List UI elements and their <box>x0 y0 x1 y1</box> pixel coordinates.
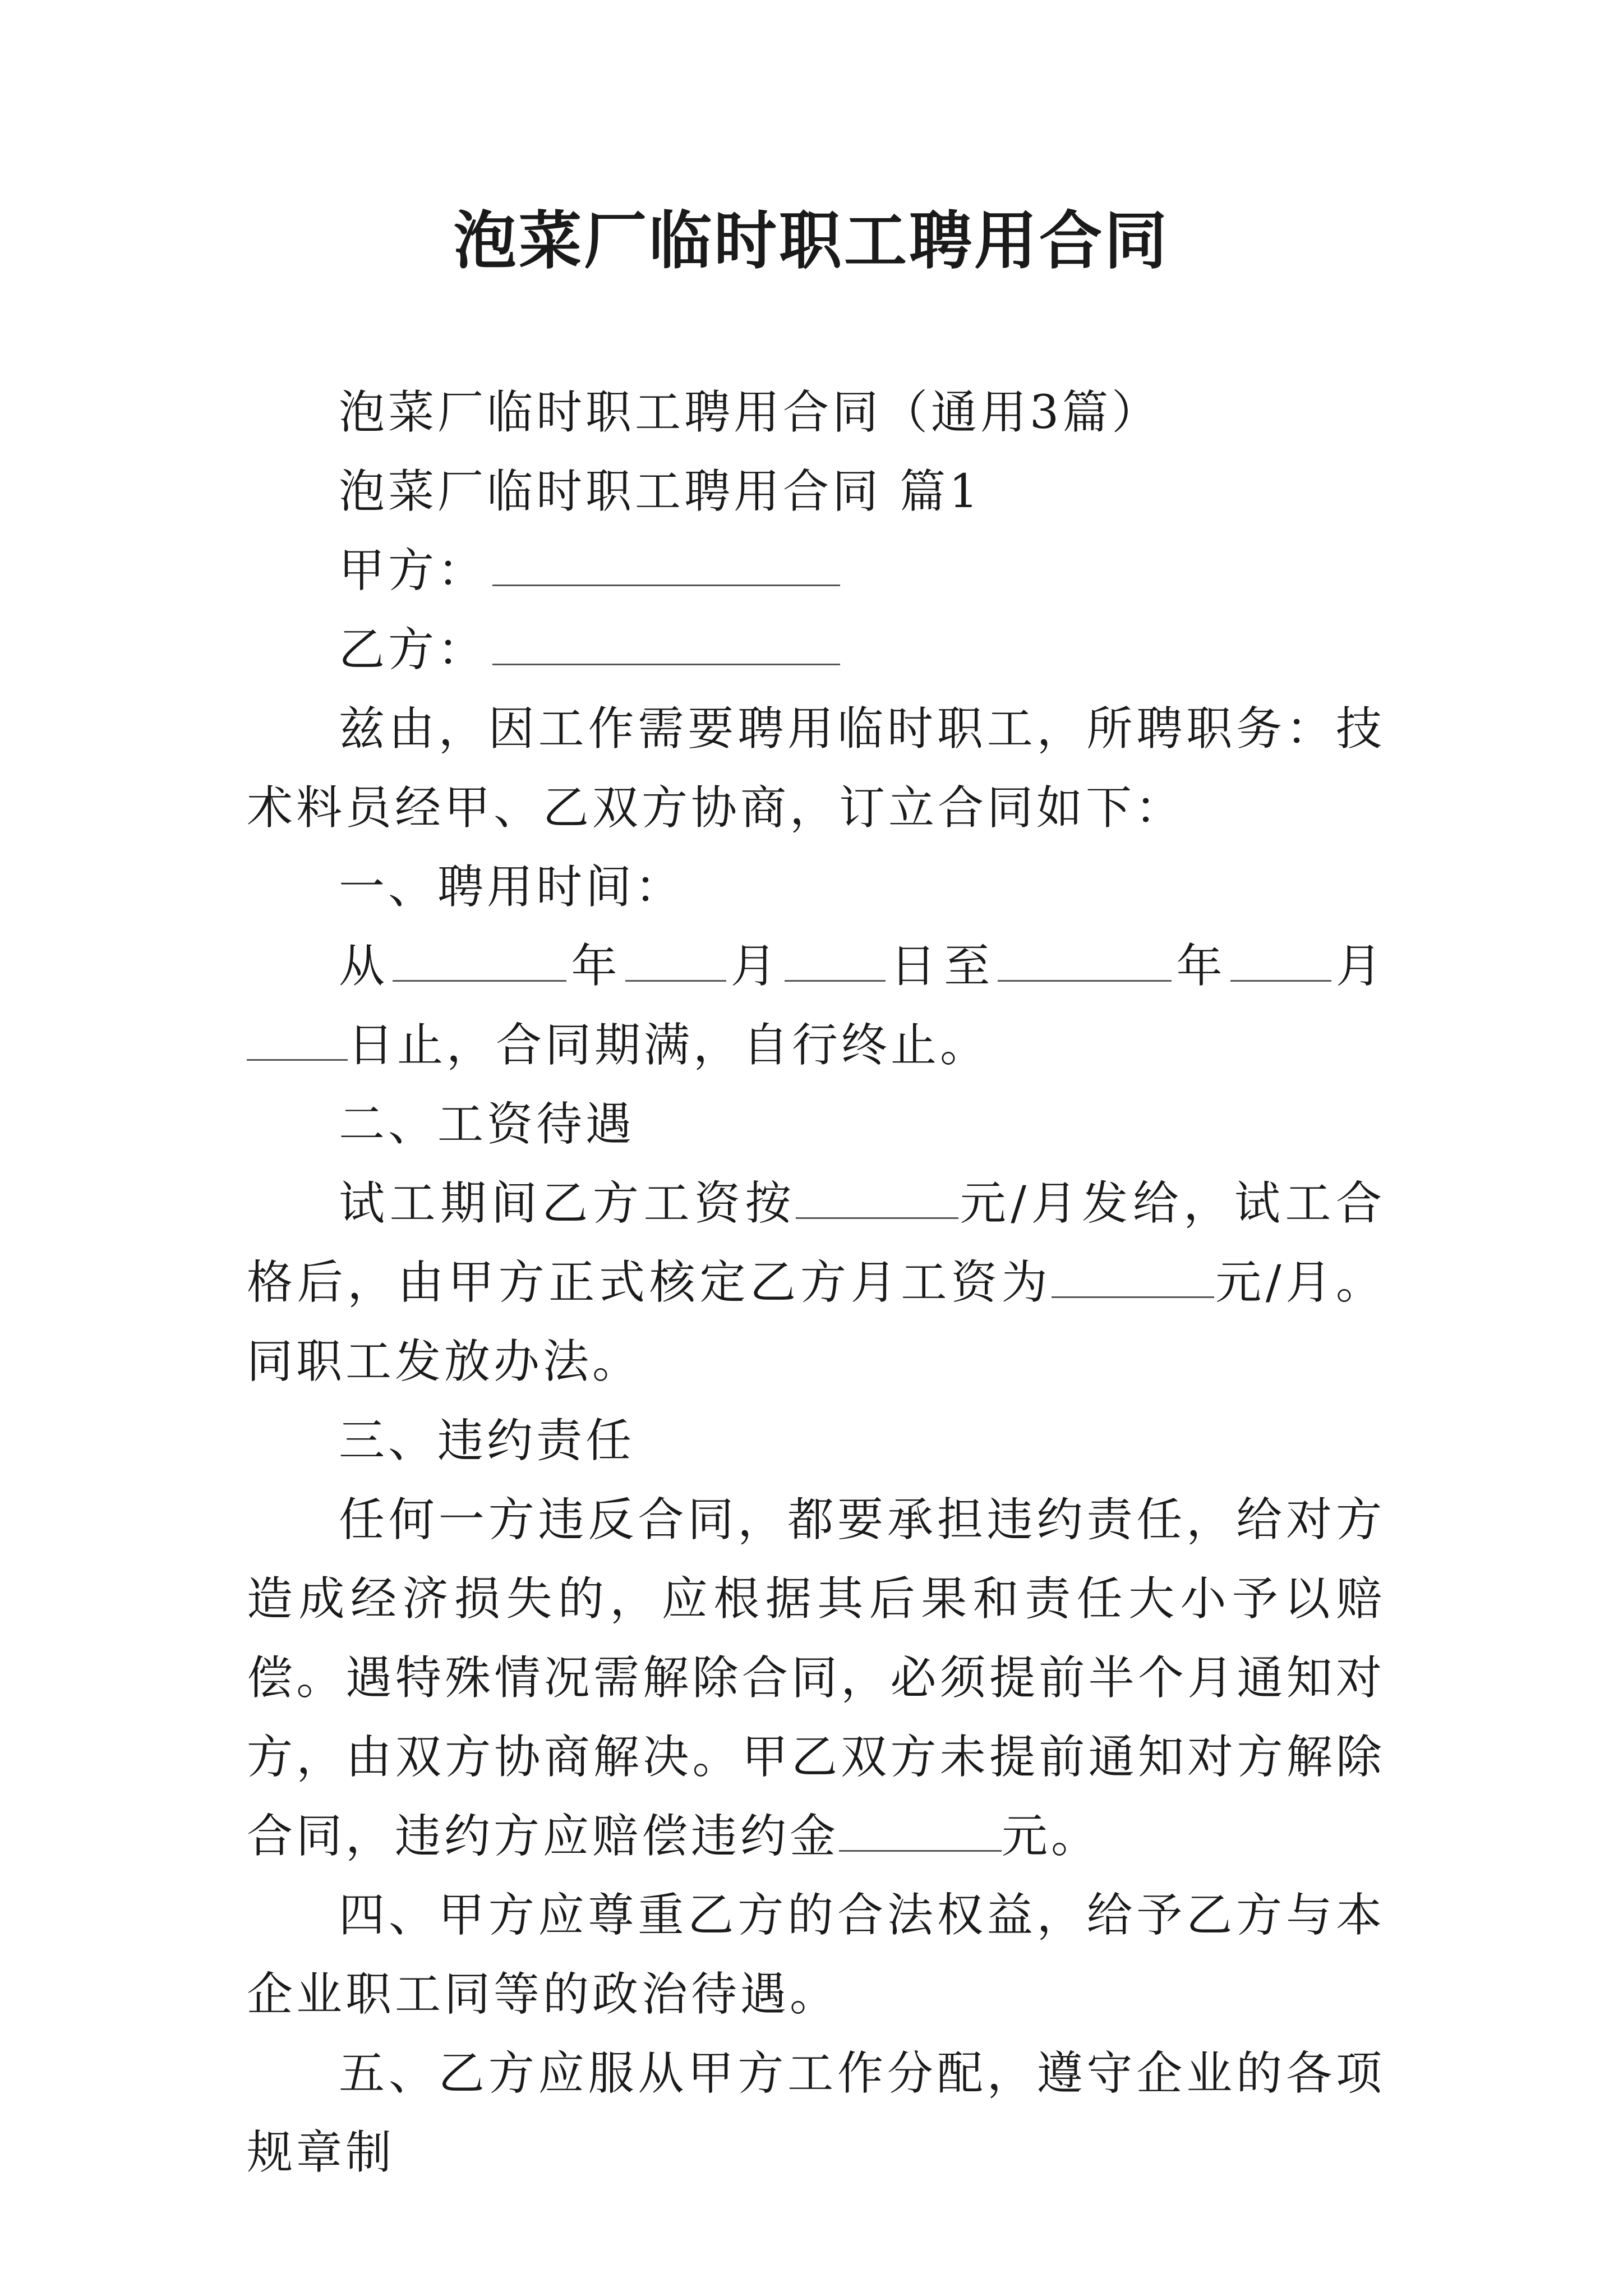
document-title: 泡菜厂临时职工聘用合同 <box>454 204 1169 278</box>
clause3-text: 任何一方违反合同，都要承担违约责任，给对方造成经济损失的，应根据其后果和责任大小予以赔偿。遇特殊情况需解除合同，必须提前半个月通知对方，由双方协商解决。甲乙双方未提前通知对方解除合同，违约方应赔偿违约金 <box>247 1493 1385 1863</box>
clause3-paragraph <box>247 1480 1385 1876</box>
party-b-blank <box>492 624 840 665</box>
party-b-label: 乙方： <box>339 623 487 677</box>
clause2-paragraph <box>247 1164 1385 1401</box>
start-day-blank <box>785 941 886 982</box>
clause1-month2: 月 <box>1331 940 1385 993</box>
start-year-blank <box>393 941 566 982</box>
clause2-part3: 元/月。同职工发放办法。 <box>247 1256 1385 1388</box>
party-a-blank <box>492 545 840 586</box>
document-body <box>247 373 1385 2192</box>
end-year-blank <box>998 941 1172 982</box>
document-subtitle: 泡菜厂临时职工聘用合同（通用3篇） <box>339 386 1161 439</box>
clause1-from: 从 <box>339 940 393 993</box>
end-day-blank <box>247 1020 348 1061</box>
clause1-year1: 年 <box>566 940 625 993</box>
start-month-blank <box>625 941 726 982</box>
clause2-part2: 元/月发给，试工合格后，由甲方正式核定乙方月工资为 <box>247 1177 1385 1309</box>
clause3-heading: 三、违约责任 <box>339 1414 635 1467</box>
clause1-heading: 一、聘用时间： <box>339 861 685 914</box>
clause1-month1: 月 <box>726 940 785 993</box>
party-a-label: 甲方： <box>339 544 487 597</box>
clause1-day-to: 日至 <box>885 940 998 993</box>
clause3-end: 元。 <box>1002 1810 1101 1863</box>
clause2-heading: 二、工资待遇 <box>339 1098 635 1151</box>
party-b-line <box>247 610 1385 689</box>
clause1-year2: 年 <box>1172 940 1230 993</box>
clause4-paragraph: 四、甲方应尊重乙方的合法权益，给予乙方与本企业职工同等的政治待遇。 <box>247 1889 1385 2021</box>
end-month-blank <box>1230 941 1331 982</box>
trial-wage-blank <box>796 1178 958 1219</box>
clause1-end: 日止，合同期满，自行终止。 <box>348 1019 990 1072</box>
clause5-paragraph: 五、乙方应服从甲方工作分配，遵守企业的各项规章制 <box>247 2047 1385 2179</box>
section-heading: 泡菜厂临时职工聘用合同 篇1 <box>339 465 982 518</box>
clause2-part1: 试工期间乙方工资按 <box>339 1177 796 1230</box>
penalty-blank <box>839 1811 1002 1852</box>
monthly-wage-blank <box>1052 1257 1214 1298</box>
party-a-line <box>247 531 1385 610</box>
clause1-paragraph <box>247 927 1385 1085</box>
intro-paragraph: 兹由，因工作需要聘用临时职工，所聘职务：技术料员经甲、乙双方协商，订立合同如下： <box>247 702 1385 835</box>
